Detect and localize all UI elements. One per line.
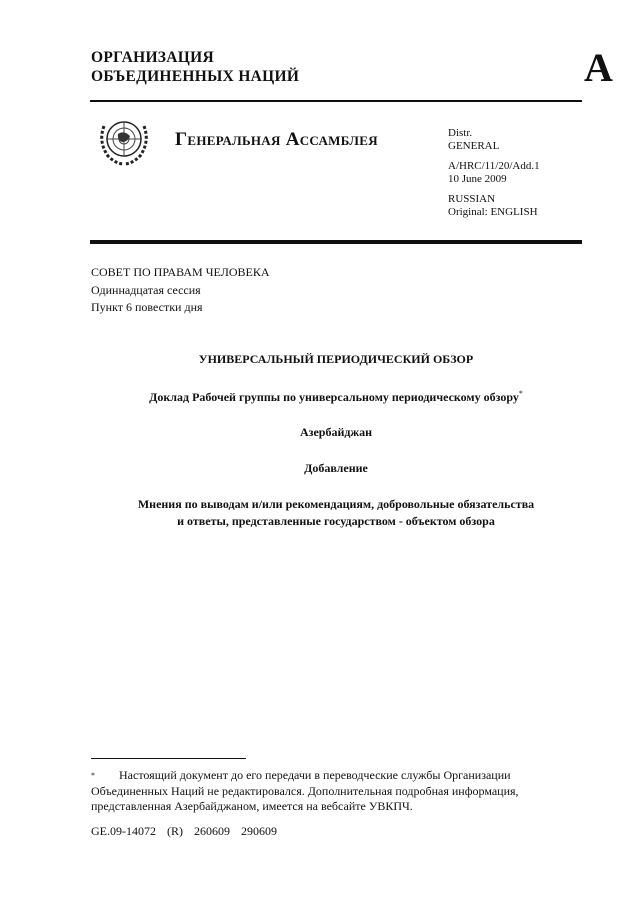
document-date: 10 June 2009 bbox=[448, 173, 507, 185]
document-metadata bbox=[448, 127, 540, 226]
report-title-text: Доклад Рабочей группы по универсальному периодическому обзору bbox=[149, 390, 519, 404]
distr-value: GENERAL bbox=[448, 140, 500, 152]
distr-label: Distr. bbox=[448, 127, 473, 139]
session-number: Одиннадцатая сессия bbox=[91, 282, 201, 297]
un-emblem-icon bbox=[96, 112, 152, 168]
footnote-text: Настоящий документ до его передачи в переводческие службы Организации Объединенных Наций не редактировался. Дополнительная подробная информация, представленная Азербайджаном, имеется на вебсайте УВКПЧ. bbox=[91, 768, 519, 813]
subtitle bbox=[90, 496, 582, 530]
addendum-title: Добавление bbox=[304, 461, 368, 475]
country-title: Азербайджан bbox=[299, 425, 373, 439]
footnote-marker: * bbox=[91, 771, 95, 780]
org-line-2: ОБЪЕДИНЕННЫХ НАЦИЙ bbox=[91, 68, 300, 85]
job-number: GE.09-14072 (R) 260609 290609 bbox=[91, 824, 277, 838]
general-assembly-title: Генеральная Ассамблея bbox=[175, 129, 378, 150]
footnote-mark[interactable]: * bbox=[518, 389, 523, 398]
subtitle-line-1: Мнения по выводам и/или рекомендациям, добровольные обязательства bbox=[137, 497, 535, 511]
session-info bbox=[91, 264, 270, 317]
agenda-item: Пункт 6 повестки дня bbox=[91, 300, 203, 314]
report-title bbox=[90, 389, 582, 405]
header-rule bbox=[90, 240, 582, 244]
main-title: УНИВЕРСАЛЬНЫЙ ПЕРИОДИЧЕСКИЙ ОБЗОР bbox=[198, 352, 474, 366]
organization-name bbox=[91, 48, 299, 86]
org-line-1: ОРГАНИЗАЦИЯ bbox=[91, 49, 214, 66]
top-rule bbox=[90, 100, 582, 102]
original-language: Original: ENGLISH bbox=[448, 206, 538, 218]
document-language: RUSSIAN bbox=[448, 193, 496, 205]
symbol-letter: A bbox=[584, 45, 613, 90]
document-symbol: A/HRC/11/20/Add.1 bbox=[448, 160, 540, 172]
council-name: СОВЕТ ПО ПРАВАМ ЧЕЛОВЕКА bbox=[91, 265, 270, 279]
subtitle-line-2: и ответы, представленные государством - объектом обзора bbox=[177, 514, 495, 528]
footnote-rule bbox=[91, 758, 246, 759]
footnote bbox=[91, 768, 561, 815]
